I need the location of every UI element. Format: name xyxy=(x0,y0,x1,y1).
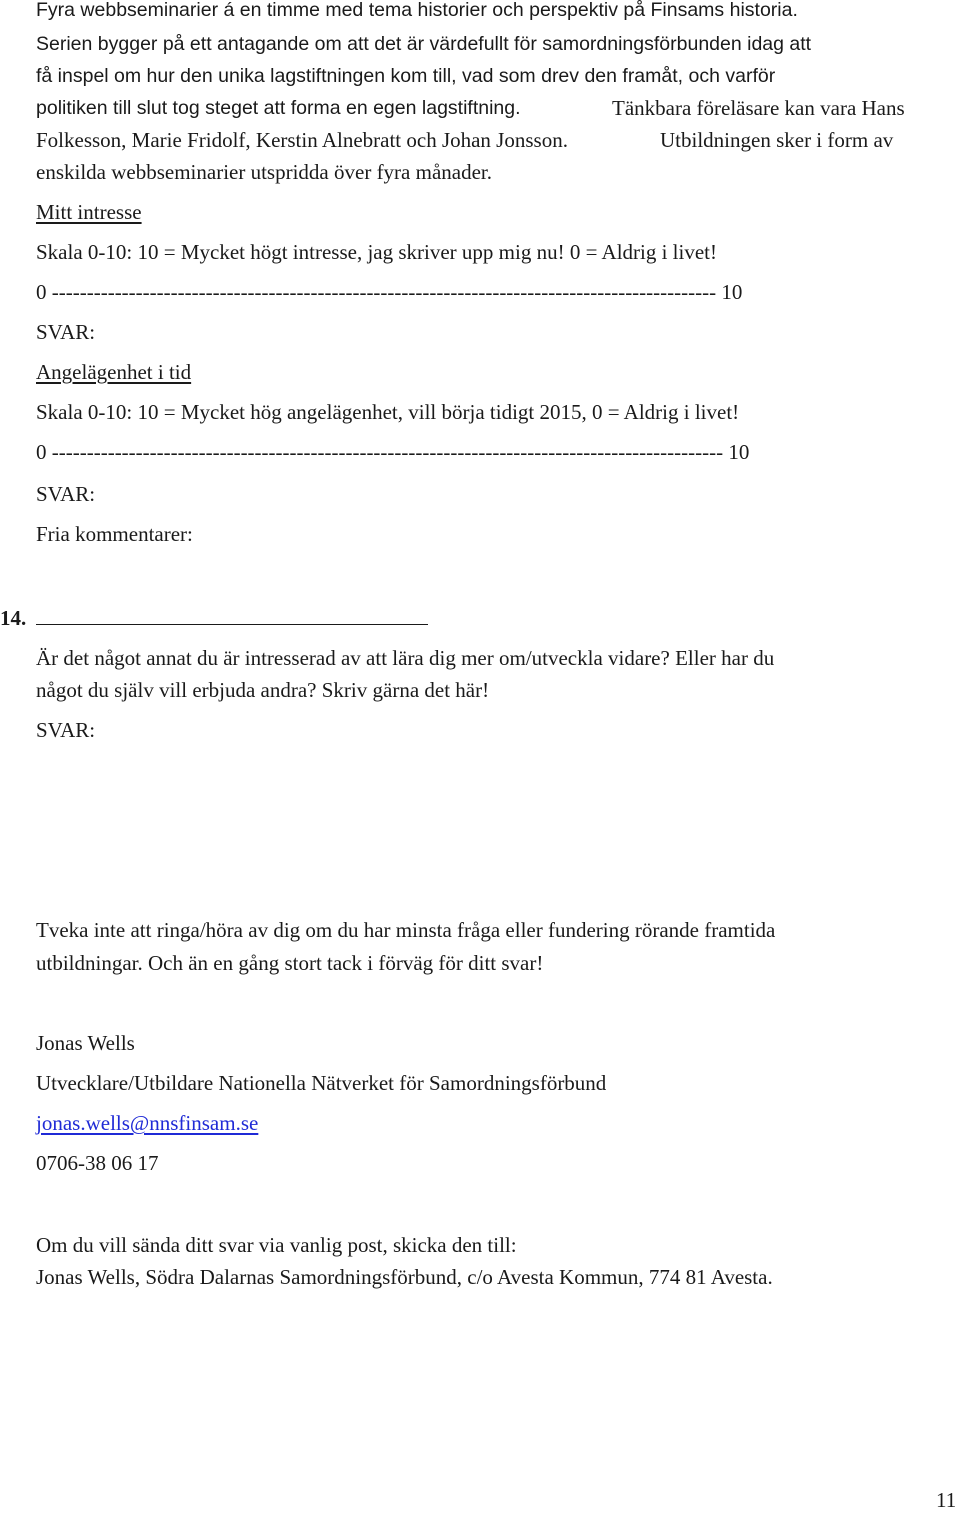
closing-line-2: utbildningar. Och än en gång stort tack i förväg för ditt svar! xyxy=(36,951,544,975)
question-title-blank xyxy=(36,624,428,625)
urgency-answer-label: SVAR: xyxy=(36,482,96,506)
question-text-line-1: Är det något annat du är intresserad av att lära dig mer om/utveckla vidare? Eller har du xyxy=(36,646,775,670)
intro-line-5-tail: Utbildningen sker i form av xyxy=(660,128,894,152)
contact-phone: 0706-38 06 17 xyxy=(36,1151,159,1175)
interest-answer-label: SVAR: xyxy=(36,320,96,344)
intro-line-4-tail: Tänkbara föreläsare kan vara Hans xyxy=(612,96,905,120)
closing-line-1: Tveka inte att ringa/höra av dig om du har minsta fråga eller fundering rörande framtida xyxy=(36,918,776,942)
urgency-scale-line: 0 ------------------------------------------------------------------------------------------------ 10 xyxy=(36,440,750,464)
comments-label: Fria kommentarer: xyxy=(36,522,193,546)
urgency-heading: Angelägenhet i tid xyxy=(36,360,192,384)
intro-line-2: Serien bygger på ett antagande om att det är värdefullt för samordningsförbunden idag att xyxy=(36,33,812,55)
urgency-scale-text: Skala 0-10: 10 = Mycket hög angelägenhet, vill börja tidigt 2015, 0 = Aldrig i livet! xyxy=(36,400,740,424)
interest-heading: Mitt intresse xyxy=(36,200,142,224)
intro-line-6: enskilda webbseminarier utspridda över fyra månader. xyxy=(36,160,493,184)
question-text-line-2: något du själv vill erbjuda andra? Skriv gärna det här! xyxy=(36,678,490,702)
intro-line-4: politiken till slut tog steget att forma en egen lagstiftning. xyxy=(36,97,521,119)
interest-scale-text: Skala 0-10: 10 = Mycket högt intresse, jag skriver upp mig nu! 0 = Aldrig i livet! xyxy=(36,240,718,264)
intro-line-1: Fyra webbseminarier á en timme med tema historier och perspektiv på Finsams historia. xyxy=(36,0,798,21)
postal-line-1: Om du vill sända ditt svar via vanlig post, skicka den till: xyxy=(36,1233,517,1257)
intro-line-5: Folkesson, Marie Fridolf, Kerstin Alnebratt och Johan Jonsson. xyxy=(36,128,568,152)
contact-title: Utvecklare/Utbildare Nationella Nätverket för Samordningsförbund xyxy=(36,1071,607,1095)
postal-line-2: Jonas Wells, Södra Dalarnas Samordningsförbund, c/o Avesta Kommun, 774 81 Avesta. xyxy=(36,1265,773,1289)
interest-scale-line: 0 ----------------------------------------------------------------------------------------------- 10 xyxy=(36,280,743,304)
contact-email-link[interactable]: jonas.wells@nnsfinsam.se xyxy=(36,1111,259,1135)
question-number: 14. xyxy=(0,606,27,630)
page-number: 11 xyxy=(936,1488,957,1512)
question-answer-label: SVAR: xyxy=(36,718,96,742)
contact-name: Jonas Wells xyxy=(36,1031,135,1055)
intro-line-3: få inspel om hur den unika lagstiftningen kom till, vad som drev den framåt, och varför xyxy=(36,65,776,87)
